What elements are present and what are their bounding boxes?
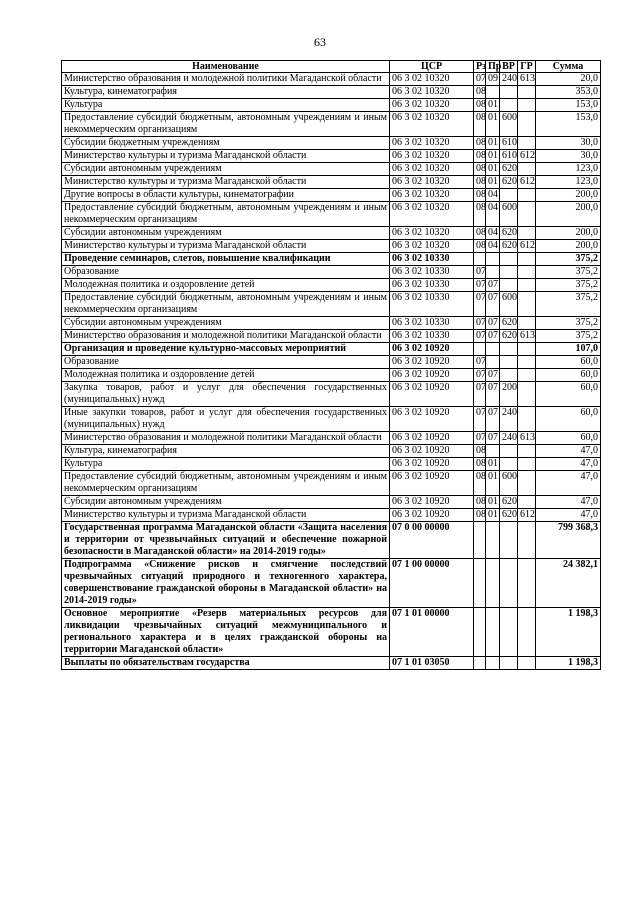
cell-gr bbox=[518, 382, 536, 407]
cell-name: Образование bbox=[62, 266, 390, 279]
cell-vr bbox=[500, 356, 518, 369]
cell-csr: 06 3 02 10920 bbox=[390, 471, 474, 496]
cell-gr bbox=[518, 112, 536, 137]
table-row bbox=[62, 137, 601, 150]
cell-name: Предоставление субсидий бюджетным, автономным учреждениям и иным некоммерческим организациям bbox=[62, 292, 390, 317]
table-row bbox=[62, 86, 601, 99]
cell-sum: 375,2 bbox=[536, 279, 601, 292]
cell-rz bbox=[474, 343, 486, 356]
table-row bbox=[62, 266, 601, 279]
cell-gr bbox=[518, 99, 536, 112]
cell-vr: 620 bbox=[500, 330, 518, 343]
table-row bbox=[62, 432, 601, 445]
cell-sum: 47,0 bbox=[536, 458, 601, 471]
cell-vr bbox=[500, 608, 518, 657]
cell-name: Культура, кинематография bbox=[62, 445, 390, 458]
table-row bbox=[62, 496, 601, 509]
cell-csr: 06 3 02 10920 bbox=[390, 382, 474, 407]
cell-sum: 375,2 bbox=[536, 266, 601, 279]
cell-rz bbox=[474, 657, 486, 670]
cell-pr bbox=[486, 253, 500, 266]
cell-vr bbox=[500, 86, 518, 99]
cell-csr: 06 3 02 10320 bbox=[390, 227, 474, 240]
cell-csr: 06 3 02 10920 bbox=[390, 432, 474, 445]
cell-pr: 01 bbox=[486, 112, 500, 137]
cell-name: Закупка товаров, работ и услуг для обеспечения государственных (муниципальных) нужд bbox=[62, 382, 390, 407]
cell-sum: 47,0 bbox=[536, 445, 601, 458]
cell-pr bbox=[486, 522, 500, 559]
table-body bbox=[62, 73, 601, 670]
table-row bbox=[62, 369, 601, 382]
cell-csr: 07 1 00 00000 bbox=[390, 559, 474, 608]
cell-name: Министерство культуры и туризма Магаданской области bbox=[62, 509, 390, 522]
cell-name: Культура, кинематография bbox=[62, 86, 390, 99]
cell-vr bbox=[500, 657, 518, 670]
cell-name: Министерство образования и молодежной политики Магаданской области bbox=[62, 330, 390, 343]
cell-vr: 240 bbox=[500, 73, 518, 86]
cell-rz bbox=[474, 522, 486, 559]
table-row bbox=[62, 176, 601, 189]
cell-rz bbox=[474, 608, 486, 657]
cell-sum: 153,0 bbox=[536, 112, 601, 137]
cell-csr: 06 3 02 10920 bbox=[390, 407, 474, 432]
table-row bbox=[62, 522, 601, 559]
cell-pr: 01 bbox=[486, 137, 500, 150]
cell-rz: 08 bbox=[474, 471, 486, 496]
cell-gr bbox=[518, 317, 536, 330]
table-row bbox=[62, 253, 601, 266]
cell-pr bbox=[486, 343, 500, 356]
cell-rz: 08 bbox=[474, 150, 486, 163]
cell-pr: 01 bbox=[486, 176, 500, 189]
cell-rz bbox=[474, 253, 486, 266]
cell-csr: 06 3 02 10920 bbox=[390, 356, 474, 369]
cell-sum: 47,0 bbox=[536, 496, 601, 509]
cell-sum: 60,0 bbox=[536, 432, 601, 445]
cell-name: Министерство образования и молодежной политики Магаданской области bbox=[62, 432, 390, 445]
cell-name: Организация и проведение культурно-массовых мероприятий bbox=[62, 343, 390, 356]
cell-name: Образование bbox=[62, 356, 390, 369]
cell-rz: 07 bbox=[474, 266, 486, 279]
table-row bbox=[62, 382, 601, 407]
cell-csr: 06 3 02 10920 bbox=[390, 509, 474, 522]
cell-pr bbox=[486, 559, 500, 608]
cell-gr bbox=[518, 369, 536, 382]
cell-name: Предоставление субсидий бюджетным, автономным учреждениям и иным некоммерческим организациям bbox=[62, 471, 390, 496]
cell-csr: 06 3 02 10920 bbox=[390, 496, 474, 509]
table-row bbox=[62, 608, 601, 657]
cell-pr: 01 bbox=[486, 509, 500, 522]
cell-vr: 620 bbox=[500, 176, 518, 189]
cell-csr: 06 3 02 10320 bbox=[390, 176, 474, 189]
cell-csr: 06 3 02 10330 bbox=[390, 317, 474, 330]
cell-rz: 08 bbox=[474, 137, 486, 150]
cell-gr bbox=[518, 471, 536, 496]
cell-pr: 01 bbox=[486, 99, 500, 112]
header-vr: ВР bbox=[500, 61, 518, 73]
cell-pr: 01 bbox=[486, 471, 500, 496]
table-row bbox=[62, 458, 601, 471]
table-row bbox=[62, 330, 601, 343]
cell-sum: 375,2 bbox=[536, 292, 601, 317]
cell-rz: 07 bbox=[474, 369, 486, 382]
cell-gr: 613 bbox=[518, 432, 536, 445]
cell-rz: 07 bbox=[474, 292, 486, 317]
cell-name: Другие вопросы в области культуры, кинематографии bbox=[62, 189, 390, 202]
cell-gr bbox=[518, 522, 536, 559]
cell-sum: 60,0 bbox=[536, 356, 601, 369]
cell-pr: 04 bbox=[486, 189, 500, 202]
cell-vr: 620 bbox=[500, 163, 518, 176]
cell-name: Субсидии автономным учреждениям bbox=[62, 317, 390, 330]
table-row bbox=[62, 657, 601, 670]
table-row bbox=[62, 150, 601, 163]
cell-gr bbox=[518, 657, 536, 670]
cell-name: Иные закупки товаров, работ и услуг для обеспечения государственных (муниципальных) нужд bbox=[62, 407, 390, 432]
cell-gr bbox=[518, 86, 536, 99]
cell-pr: 07 bbox=[486, 330, 500, 343]
cell-sum: 1 198,3 bbox=[536, 657, 601, 670]
cell-vr: 600 bbox=[500, 112, 518, 137]
cell-gr bbox=[518, 189, 536, 202]
table-row bbox=[62, 189, 601, 202]
table-row bbox=[62, 407, 601, 432]
cell-sum: 107,0 bbox=[536, 343, 601, 356]
cell-vr bbox=[500, 279, 518, 292]
cell-name: Субсидии бюджетным учреждениям bbox=[62, 137, 390, 150]
cell-sum: 375,2 bbox=[536, 317, 601, 330]
cell-rz: 07 bbox=[474, 356, 486, 369]
cell-sum: 47,0 bbox=[536, 471, 601, 496]
cell-csr: 06 3 02 10330 bbox=[390, 279, 474, 292]
cell-gr: 613 bbox=[518, 330, 536, 343]
cell-gr: 612 bbox=[518, 176, 536, 189]
cell-vr: 620 bbox=[500, 496, 518, 509]
header-name: Наименование bbox=[62, 61, 390, 73]
cell-sum: 30,0 bbox=[536, 150, 601, 163]
cell-csr: 07 1 01 03050 bbox=[390, 657, 474, 670]
cell-sum: 60,0 bbox=[536, 407, 601, 432]
table-row bbox=[62, 343, 601, 356]
cell-rz bbox=[474, 559, 486, 608]
cell-vr bbox=[500, 445, 518, 458]
cell-gr bbox=[518, 343, 536, 356]
cell-gr bbox=[518, 458, 536, 471]
cell-csr: 06 3 02 10320 bbox=[390, 86, 474, 99]
cell-rz: 07 bbox=[474, 330, 486, 343]
cell-rz: 08 bbox=[474, 163, 486, 176]
cell-vr bbox=[500, 99, 518, 112]
header-rz: Рз bbox=[474, 61, 486, 73]
cell-pr bbox=[486, 356, 500, 369]
cell-name: Культура bbox=[62, 99, 390, 112]
cell-csr: 06 3 02 10320 bbox=[390, 73, 474, 86]
cell-vr: 200 bbox=[500, 382, 518, 407]
cell-name: Предоставление субсидий бюджетным, автономным учреждениям и иным некоммерческим организациям bbox=[62, 202, 390, 227]
table-row bbox=[62, 471, 601, 496]
header-sum: Сумма bbox=[536, 61, 601, 73]
cell-pr bbox=[486, 445, 500, 458]
table-row bbox=[62, 202, 601, 227]
cell-sum: 353,0 bbox=[536, 86, 601, 99]
cell-gr bbox=[518, 407, 536, 432]
table-row bbox=[62, 317, 601, 330]
cell-rz: 08 bbox=[474, 496, 486, 509]
cell-pr bbox=[486, 266, 500, 279]
cell-rz: 08 bbox=[474, 227, 486, 240]
table-row bbox=[62, 356, 601, 369]
cell-sum: 60,0 bbox=[536, 369, 601, 382]
cell-csr: 06 3 02 10320 bbox=[390, 99, 474, 112]
cell-pr: 07 bbox=[486, 369, 500, 382]
cell-rz: 07 bbox=[474, 382, 486, 407]
cell-name: Подпрограмма «Снижение рисков и смягчение последствий чрезвычайных ситуаций природного и техногенного характера, совершенствование гражданской обороны в Магаданской области» на 2014-2019 годы» bbox=[62, 559, 390, 608]
cell-pr: 07 bbox=[486, 292, 500, 317]
cell-rz: 08 bbox=[474, 86, 486, 99]
cell-vr bbox=[500, 369, 518, 382]
cell-csr: 06 3 02 10320 bbox=[390, 137, 474, 150]
cell-pr bbox=[486, 608, 500, 657]
cell-pr: 04 bbox=[486, 240, 500, 253]
cell-gr bbox=[518, 137, 536, 150]
cell-sum: 123,0 bbox=[536, 163, 601, 176]
cell-name: Выплаты по обязательствам государства bbox=[62, 657, 390, 670]
cell-sum: 20,0 bbox=[536, 73, 601, 86]
page-number: 63 bbox=[314, 35, 326, 49]
table-row bbox=[62, 240, 601, 253]
cell-sum: 60,0 bbox=[536, 382, 601, 407]
cell-gr bbox=[518, 608, 536, 657]
cell-csr: 06 3 02 10320 bbox=[390, 112, 474, 137]
cell-gr: 613 bbox=[518, 73, 536, 86]
cell-pr: 01 bbox=[486, 163, 500, 176]
cell-sum: 375,2 bbox=[536, 330, 601, 343]
cell-csr: 06 3 02 10920 bbox=[390, 445, 474, 458]
cell-gr bbox=[518, 356, 536, 369]
cell-pr bbox=[486, 86, 500, 99]
table-row bbox=[62, 509, 601, 522]
cell-csr: 06 3 02 10320 bbox=[390, 202, 474, 227]
cell-csr: 06 3 02 10320 bbox=[390, 163, 474, 176]
cell-vr: 610 bbox=[500, 150, 518, 163]
cell-rz: 08 bbox=[474, 176, 486, 189]
cell-gr: 612 bbox=[518, 150, 536, 163]
header-csr: ЦСР bbox=[390, 61, 474, 73]
cell-pr: 07 bbox=[486, 279, 500, 292]
cell-csr: 06 3 02 10920 bbox=[390, 343, 474, 356]
cell-vr bbox=[500, 458, 518, 471]
cell-pr: 04 bbox=[486, 227, 500, 240]
cell-rz: 07 bbox=[474, 407, 486, 432]
cell-csr: 07 1 01 00000 bbox=[390, 608, 474, 657]
cell-sum: 375,2 bbox=[536, 253, 601, 266]
cell-gr bbox=[518, 253, 536, 266]
cell-name: Министерство культуры и туризма Магаданской области bbox=[62, 150, 390, 163]
table-row bbox=[62, 227, 601, 240]
cell-vr: 600 bbox=[500, 471, 518, 496]
table-row bbox=[62, 279, 601, 292]
cell-pr: 07 bbox=[486, 407, 500, 432]
cell-vr: 240 bbox=[500, 407, 518, 432]
cell-vr: 600 bbox=[500, 202, 518, 227]
cell-gr bbox=[518, 163, 536, 176]
cell-name: Молодежная политика и оздоровление детей bbox=[62, 369, 390, 382]
cell-vr bbox=[500, 266, 518, 279]
cell-pr: 07 bbox=[486, 432, 500, 445]
cell-rz: 07 bbox=[474, 73, 486, 86]
table-row bbox=[62, 445, 601, 458]
cell-name: Субсидии автономным учреждениям bbox=[62, 496, 390, 509]
cell-gr bbox=[518, 279, 536, 292]
cell-gr bbox=[518, 559, 536, 608]
cell-name: Министерство культуры и туризма Магаданской области bbox=[62, 240, 390, 253]
cell-name: Субсидии автономным учреждениям bbox=[62, 163, 390, 176]
budget-table bbox=[61, 60, 601, 670]
cell-vr bbox=[500, 253, 518, 266]
header-pr: Пр bbox=[486, 61, 500, 73]
cell-rz: 08 bbox=[474, 189, 486, 202]
cell-sum: 47,0 bbox=[536, 509, 601, 522]
cell-vr: 240 bbox=[500, 432, 518, 445]
cell-rz: 07 bbox=[474, 317, 486, 330]
cell-vr: 620 bbox=[500, 509, 518, 522]
cell-vr: 620 bbox=[500, 227, 518, 240]
cell-csr: 06 3 02 10320 bbox=[390, 189, 474, 202]
cell-gr bbox=[518, 227, 536, 240]
cell-rz: 08 bbox=[474, 99, 486, 112]
cell-csr: 06 3 02 10320 bbox=[390, 150, 474, 163]
cell-sum: 200,0 bbox=[536, 189, 601, 202]
cell-pr: 04 bbox=[486, 202, 500, 227]
cell-csr: 06 3 02 10920 bbox=[390, 369, 474, 382]
cell-name: Молодежная политика и оздоровление детей bbox=[62, 279, 390, 292]
cell-vr bbox=[500, 522, 518, 559]
cell-rz: 07 bbox=[474, 279, 486, 292]
cell-csr: 07 0 00 00000 bbox=[390, 522, 474, 559]
cell-pr: 01 bbox=[486, 150, 500, 163]
table-header-row bbox=[62, 61, 601, 73]
table-row bbox=[62, 163, 601, 176]
cell-gr bbox=[518, 292, 536, 317]
header-gr: ГР bbox=[518, 61, 536, 73]
cell-pr: 07 bbox=[486, 382, 500, 407]
cell-rz: 08 bbox=[474, 240, 486, 253]
cell-rz: 08 bbox=[474, 112, 486, 137]
cell-vr: 620 bbox=[500, 240, 518, 253]
cell-pr: 09 bbox=[486, 73, 500, 86]
cell-rz: 08 bbox=[474, 458, 486, 471]
cell-name: Субсидии автономным учреждениям bbox=[62, 227, 390, 240]
table-row bbox=[62, 292, 601, 317]
table-row bbox=[62, 112, 601, 137]
cell-sum: 30,0 bbox=[536, 137, 601, 150]
cell-csr: 06 3 02 10330 bbox=[390, 266, 474, 279]
table-row bbox=[62, 73, 601, 86]
cell-sum: 153,0 bbox=[536, 99, 601, 112]
cell-pr: 01 bbox=[486, 458, 500, 471]
cell-vr: 610 bbox=[500, 137, 518, 150]
cell-sum: 799 368,3 bbox=[536, 522, 601, 559]
cell-pr: 07 bbox=[486, 317, 500, 330]
cell-rz: 08 bbox=[474, 202, 486, 227]
cell-gr bbox=[518, 202, 536, 227]
cell-gr bbox=[518, 266, 536, 279]
cell-vr bbox=[500, 343, 518, 356]
cell-name: Культура bbox=[62, 458, 390, 471]
cell-gr bbox=[518, 496, 536, 509]
cell-name: Министерство образования и молодежной политики Магаданской области bbox=[62, 73, 390, 86]
cell-vr bbox=[500, 559, 518, 608]
cell-name: Государственная программа Магаданской области «Защита населения и территории от чрезвычайных ситуаций и обеспечение пожарной безопасности в Магаданской области» на 2014-2019 годы» bbox=[62, 522, 390, 559]
cell-rz: 07 bbox=[474, 432, 486, 445]
cell-gr: 612 bbox=[518, 509, 536, 522]
cell-csr: 06 3 02 10330 bbox=[390, 330, 474, 343]
table-row bbox=[62, 99, 601, 112]
cell-pr bbox=[486, 657, 500, 670]
cell-sum: 200,0 bbox=[536, 240, 601, 253]
cell-name: Министерство культуры и туризма Магаданской области bbox=[62, 176, 390, 189]
cell-sum: 24 382,1 bbox=[536, 559, 601, 608]
cell-gr bbox=[518, 445, 536, 458]
cell-name: Основное мероприятие «Резерв материальных ресурсов для ликвидации чрезвычайных ситуаций межмуниципального и регионального характера и в целях гражданской обороны на территории Магаданской области» bbox=[62, 608, 390, 657]
cell-csr: 06 3 02 10330 bbox=[390, 253, 474, 266]
table-row bbox=[62, 559, 601, 608]
cell-rz: 08 bbox=[474, 445, 486, 458]
cell-sum: 1 198,3 bbox=[536, 608, 601, 657]
cell-sum: 123,0 bbox=[536, 176, 601, 189]
cell-vr: 620 bbox=[500, 317, 518, 330]
cell-rz: 08 bbox=[474, 509, 486, 522]
cell-gr: 612 bbox=[518, 240, 536, 253]
cell-pr: 01 bbox=[486, 496, 500, 509]
cell-name: Предоставление субсидий бюджетным, автономным учреждениям и иным некоммерческим организациям bbox=[62, 112, 390, 137]
cell-csr: 06 3 02 10330 bbox=[390, 292, 474, 317]
cell-vr: 600 bbox=[500, 292, 518, 317]
cell-sum: 200,0 bbox=[536, 227, 601, 240]
cell-vr bbox=[500, 189, 518, 202]
cell-sum: 200,0 bbox=[536, 202, 601, 227]
cell-name: Проведение семинаров, слетов, повышение квалификации bbox=[62, 253, 390, 266]
cell-csr: 06 3 02 10320 bbox=[390, 240, 474, 253]
cell-csr: 06 3 02 10920 bbox=[390, 458, 474, 471]
